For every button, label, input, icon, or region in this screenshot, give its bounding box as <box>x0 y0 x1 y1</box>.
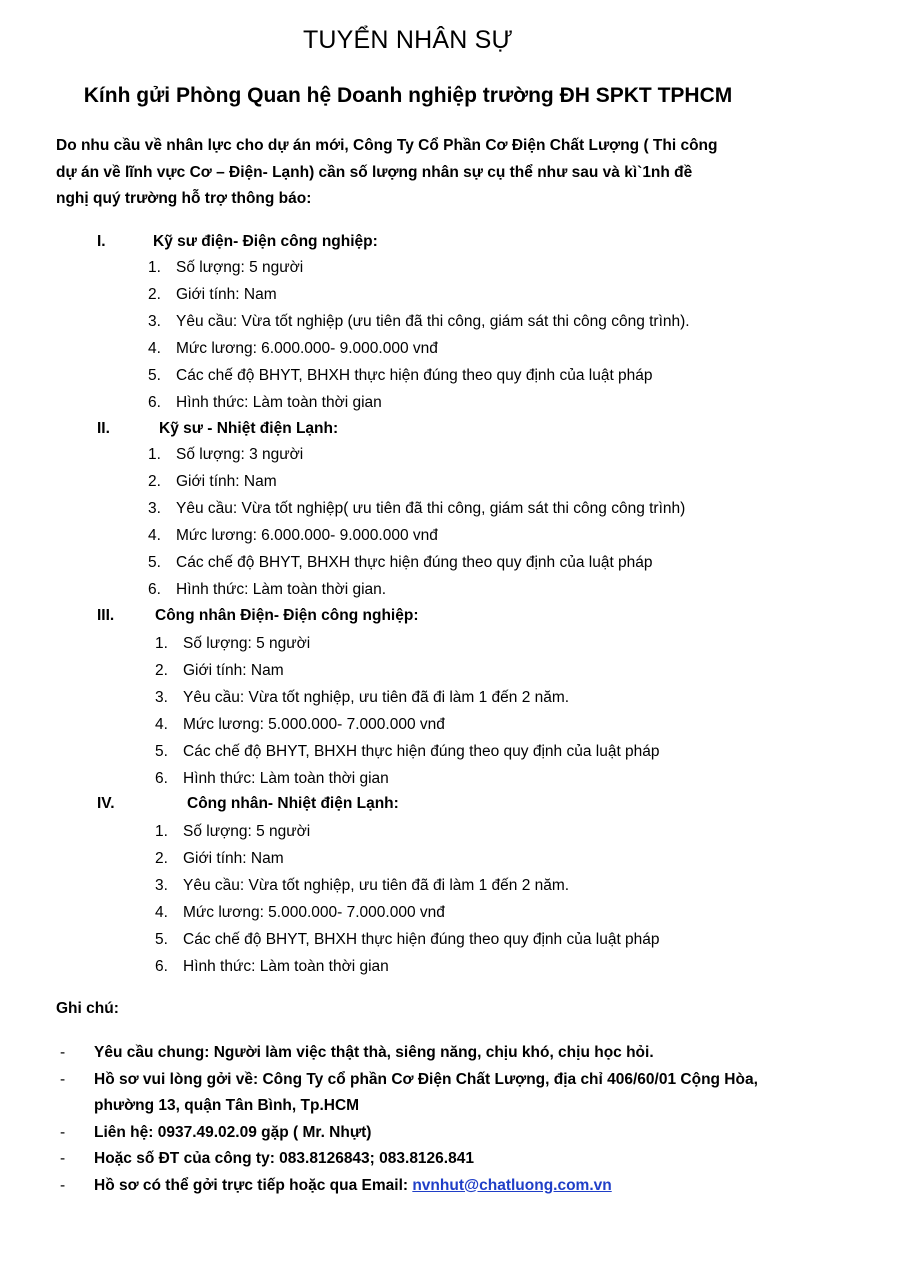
page-title: TUYỂN NHÂN SỰ <box>302 26 514 54</box>
list-item <box>148 441 685 468</box>
item-number: 2. <box>148 473 161 490</box>
note-text: Hồ sơ vui lòng gởi về: Công Ty cổ phần Cơ Điện Chất Lượng, địa chỉ 406/60/01 Cộng Hòa, phường 13, quận Tân Bình, Tp.HCM <box>94 1070 758 1114</box>
item-number: 1. <box>148 259 161 276</box>
list-item <box>148 576 685 603</box>
list-item <box>148 335 690 362</box>
section-numeral: I. <box>97 233 106 250</box>
item-text: Số lượng: 5 người <box>183 635 311 652</box>
item-text: Hình thức: Làm toàn thời gian <box>183 770 389 787</box>
list-item <box>148 522 685 549</box>
item-number: 1. <box>155 823 168 840</box>
item-text: Các chế độ BHYT, BHXH thực hiện đúng theo quy định của luật pháp <box>176 554 653 571</box>
item-text: Hình thức: Làm toàn thời gian. <box>176 581 387 598</box>
item-text: Giới tính: Nam <box>183 662 284 679</box>
intro-paragraph <box>56 133 776 213</box>
page-subtitle: Kính gửi Phòng Quan hệ Doanh nghiệp trường ĐH SPKT TPHCM <box>83 84 733 107</box>
dash-bullet: - <box>60 1070 66 1088</box>
item-text: Yêu cầu: Vừa tốt nghiệp( ưu tiên đã thi công, giám sát thi công công trình) <box>176 500 686 517</box>
item-text: Giới tính: Nam <box>183 850 284 867</box>
section-title: Kỹ sư điện- Điện công nghiệp: <box>153 233 378 250</box>
item-text: Mức lương: 5.000.000- 7.000.000 vnđ <box>183 904 445 921</box>
note-text: Yêu cầu chung: Người làm việc thật thà, siêng năng, chịu khó, chịu học hỏi. <box>94 1044 654 1061</box>
note-item <box>60 1040 820 1067</box>
item-number: 2. <box>155 662 168 679</box>
item-text: Mức lương: 5.000.000- 7.000.000 vnđ <box>183 716 445 733</box>
item-text: Hình thức: Làm toàn thời gian <box>176 394 382 411</box>
list-item <box>148 468 685 495</box>
item-number: 6. <box>148 581 161 598</box>
list-item <box>155 926 660 953</box>
list-item <box>155 845 660 872</box>
item-number: 1. <box>148 446 161 463</box>
item-number: 3. <box>155 689 168 706</box>
item-text: Yêu cầu: Vừa tốt nghiệp (ưu tiên đã thi công, giám sát thi công công trình). <box>176 313 690 330</box>
item-text: Số lượng: 5 người <box>176 259 304 276</box>
list-item <box>148 308 690 335</box>
note-text: Liên hệ: 0937.49.02.09 gặp ( Mr. Nhựt) <box>94 1123 372 1141</box>
note-text: Hồ sơ có thể gởi trực tiếp hoặc qua Email: <box>94 1176 413 1194</box>
list-item <box>155 711 660 738</box>
item-number: 5. <box>148 554 161 571</box>
item-text: Giới tính: Nam <box>176 286 277 303</box>
dash-bullet: - <box>60 1123 66 1141</box>
list-item <box>155 765 660 792</box>
list-item <box>148 495 685 522</box>
section-numeral: IV. <box>97 795 115 812</box>
item-text: Mức lương: 6.000.000- 9.000.000 vnđ <box>176 340 438 357</box>
section-item-list <box>148 254 690 416</box>
item-text: Hình thức: Làm toàn thời gian <box>183 958 389 975</box>
notes-list <box>60 1040 820 1199</box>
list-item <box>155 953 660 980</box>
list-item <box>148 389 690 416</box>
item-text: Giới tính: Nam <box>176 473 277 490</box>
item-text: Số lượng: 5 người <box>183 823 311 840</box>
item-number: 4. <box>148 527 161 544</box>
list-item <box>148 362 690 389</box>
item-text: Mức lương: 6.000.000- 9.000.000 vnđ <box>176 527 438 544</box>
section-numeral: III. <box>97 607 115 624</box>
list-item <box>155 630 660 657</box>
item-number: 5. <box>155 931 168 948</box>
dash-bullet: - <box>60 1176 66 1194</box>
section-heading <box>97 607 418 625</box>
item-number: 6. <box>155 958 168 975</box>
notes-title: Ghi chú: <box>56 1000 119 1017</box>
note-item <box>60 1120 820 1147</box>
dash-bullet: - <box>60 1150 66 1167</box>
item-text: Các chế độ BHYT, BHXH thực hiện đúng theo quy định của luật pháp <box>183 743 660 760</box>
note-text: Hoặc số ĐT của công ty: 083.8126843; 083.8126.841 <box>94 1150 474 1167</box>
item-text: Các chế độ BHYT, BHXH thực hiện đúng theo quy định của luật pháp <box>176 367 653 384</box>
section-heading <box>97 233 378 251</box>
intro-line: nghị quý trường hỗ trợ thông báo: <box>56 190 312 207</box>
item-number: 3. <box>155 877 168 894</box>
item-number: 2. <box>148 286 161 303</box>
item-number: 3. <box>148 500 161 517</box>
list-item <box>148 281 690 308</box>
item-text: Các chế độ BHYT, BHXH thực hiện đúng theo quy định của luật pháp <box>183 931 660 948</box>
list-item <box>155 899 660 926</box>
list-item <box>155 872 660 899</box>
section-heading <box>97 420 338 438</box>
item-number: 5. <box>155 743 168 760</box>
section-heading <box>97 795 399 813</box>
list-item <box>148 549 685 576</box>
note-item <box>60 1173 820 1200</box>
note-item <box>60 1146 820 1173</box>
section-item-list <box>148 441 685 603</box>
item-number: 3. <box>148 313 161 330</box>
item-number: 1. <box>155 635 168 652</box>
item-text: Yêu cầu: Vừa tốt nghiệp, ưu tiên đã đi làm 1 đến 2 năm. <box>183 877 570 894</box>
section-item-list <box>155 818 660 980</box>
section-numeral: II. <box>97 420 110 437</box>
section-title: Công nhân- Nhiệt điện Lạnh: <box>187 795 399 812</box>
intro-line: Do nhu cầu về nhân lực cho dự án mới, Công Ty Cổ Phần Cơ Điện Chất Lượng ( Thi công <box>56 137 718 154</box>
email-link[interactable]: nvnhut@chatluong.com.vn <box>412 1176 612 1194</box>
note-item <box>60 1067 820 1120</box>
item-number: 4. <box>155 904 168 921</box>
section-title: Kỹ sư - Nhiệt điện Lạnh: <box>159 420 339 437</box>
dash-bullet: - <box>60 1044 66 1061</box>
section-item-list <box>155 630 660 792</box>
list-item <box>155 818 660 845</box>
list-item <box>148 254 690 281</box>
item-number: 6. <box>148 394 161 411</box>
item-text: Số lượng: 3 người <box>176 446 304 463</box>
item-text: Yêu cầu: Vừa tốt nghiệp, ưu tiên đã đi làm 1 đến 2 năm. <box>183 689 570 706</box>
item-number: 5. <box>148 367 161 384</box>
intro-line: dự án về lĩnh vực Cơ – Điện- Lạnh) cần số lượng nhân sự cụ thể như sau và kì`1nh đề <box>56 163 693 181</box>
item-number: 6. <box>155 770 168 787</box>
item-number: 4. <box>155 716 168 733</box>
section-title: Công nhân Điện- Điện công nghiệp: <box>155 607 419 624</box>
item-number: 4. <box>148 340 161 357</box>
item-number: 2. <box>155 850 168 867</box>
list-item <box>155 738 660 765</box>
list-item <box>155 684 660 711</box>
list-item <box>155 657 660 684</box>
